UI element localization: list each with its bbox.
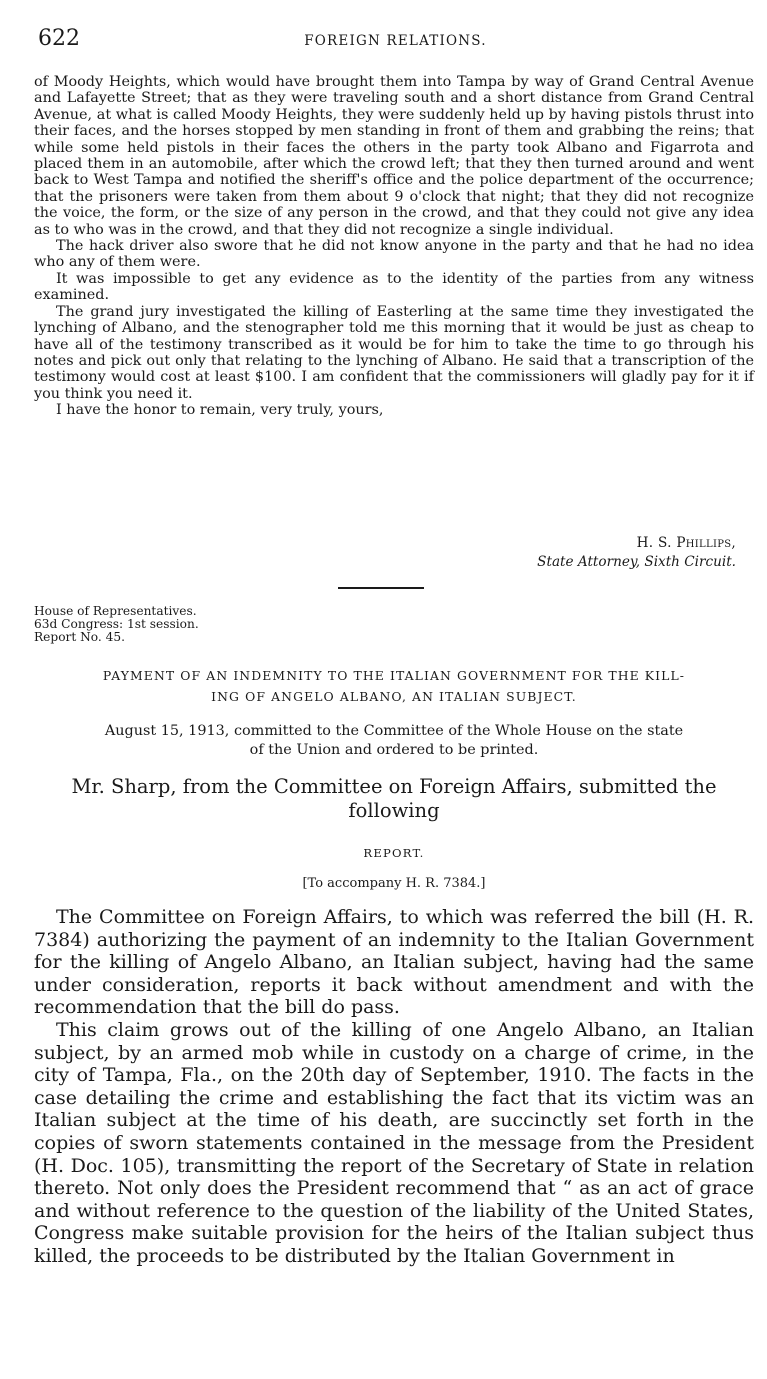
report-headline (34, 665, 754, 707)
report-label: REPORT. (363, 846, 425, 860)
submitted-by (34, 775, 754, 823)
letter-paragraph-1: of Moody Heights, which would have brought them into Tampa by way of Grand Central Avenue and Lafayette Street; that as they were traveling south and a short distance from Grand Central Avenue, at what is called Moody Heights, they were suddenly held up by having pistols thrust into their faces, and the horses stopped by men standing in front of them and grabbing the reins; that while some held pistols in their faces the others in the party took Albano and Figarrota and placed them in an automobile, after which the crowd left; that they then turned around and went back to West Tampa and notified the sheriff's office and the police department of the occurrence; that the prisoners were taken from them about 9 o'clock that night; that they did not recognize the voice, the form, or the size of any person in the crowd, and that they could not give any idea as to who was in the crowd, and that they did not recognize a single individual. (34, 74, 754, 238)
page-number: 622 (38, 26, 80, 51)
report-paragraph-2: This claim grows out of the killing of one Angelo Albano, an Italian subject, by an armed mob while in custody on a charge of crime, in the city of Tampa, Fla., on the 20th day of September, 1910. The facts in the case detailing the crime and establishing the fact that its victim was an Italian subject at the time of his death, are succinctly set forth in the copies of sworn statements contained in the message from the President (H. Doc. 105), transmitting the report of the Secretary of State in relation thereto. Not only does the President recommend that “ as an act of grace and without reference to the question of the liability of the United States, Congress make suitable provision for the heirs of the Italian subject thus killed, the proceeds to be distributed by the Italian Government in (34, 1018, 754, 1267)
page-header (38, 26, 753, 54)
letter-closing: I have the honor to remain, very truly, yours, (56, 402, 384, 419)
running-title: FOREIGN RELATIONS. (304, 33, 487, 49)
letter-body (34, 74, 754, 419)
meta-house: House of Representatives. (34, 604, 197, 618)
report-meta (34, 605, 199, 643)
letter-paragraph-2: The hack driver also swore that he did not know anyone in the party and that he had no idea who any of them were. (34, 238, 754, 271)
report-paragraph-1: The Committee on Foreign Affairs, to which was referred the bill (H. R. 7384) authorizing the payment of an indemnity to the Italian Government for the killing of Angelo Albano, an Italian subject, having had the same under consideration, reports it back without amendment and with the recommendation that the bill do pass. (34, 906, 754, 1019)
accompany-note: [To accompany H. R. 7384.] (302, 876, 486, 891)
headline-line-1: PAYMENT OF AN INDEMNITY TO THE ITALIAN GOVERNMENT FOR THE KILL- (102, 668, 686, 683)
headline-line-2: ING OF ANGELO ALBANO, AN ITALIAN SUBJECT. (211, 689, 577, 704)
letter-paragraph-3: It was impossible to get any evidence as to the identity of the parties from any witness examined. (34, 270, 754, 304)
committed-note (34, 722, 754, 759)
committed-line-1: August 15, 1913, committed to the Committee of the Whole House on the state (104, 723, 684, 739)
submitted-line-1: Mr. Sharp, from the Committee on Foreign Affairs, submitted the (71, 775, 717, 798)
signature-name: H. S. Phillips, (636, 535, 736, 551)
letter-paragraph-4: The grand jury investigated the killing of Easterling at the same time they investigated the lynching of Albano, and the stenographer told me this morning that it would be just as cheap to have all of the testimony transcribed as it would be for him to take the time to go through his notes and pick out only that relating to the lynching of Albano. He said that a transcription of the testimony would cost at least $100. I am confident that the commissioners will gladly pay for it if you think you need it. (34, 303, 754, 402)
submitted-line-2: following (348, 799, 440, 822)
report-body (34, 906, 754, 1268)
signature-block (34, 534, 736, 572)
signature-title: State Attorney, Sixth Circuit. (537, 554, 736, 570)
section-divider (338, 587, 424, 589)
meta-report-number: Report No. 45. (34, 629, 126, 644)
meta-congress: 63d Congress: 1st session. (34, 616, 199, 631)
committed-line-2: of the Union and ordered to be printed. (249, 741, 539, 758)
